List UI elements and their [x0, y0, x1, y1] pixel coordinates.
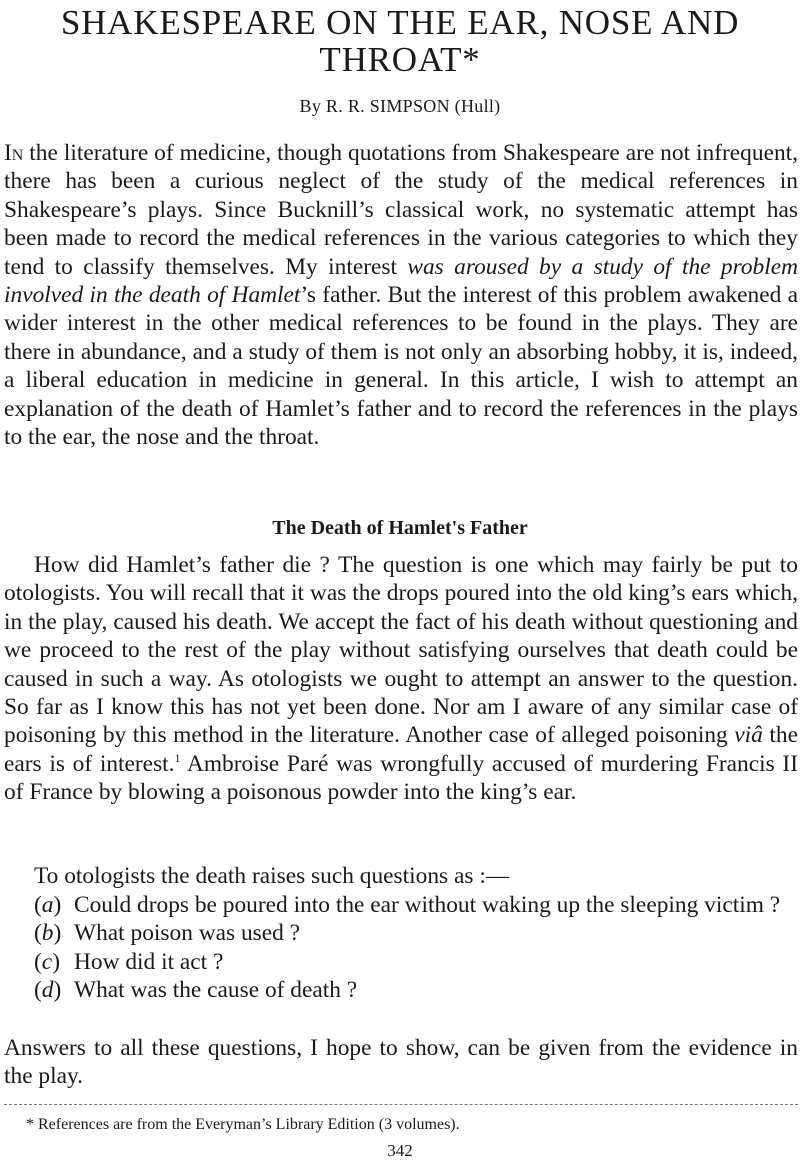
footnote-divider: [4, 1104, 798, 1105]
list-item: [34, 891, 798, 919]
page-number: 342: [387, 1141, 413, 1160]
footnote-reference: 1: [174, 751, 181, 766]
list-item: [34, 919, 798, 947]
death-paragraph: [4, 551, 798, 807]
question-text: What poison was used ?: [74, 920, 301, 947]
question-marker: (b): [34, 920, 62, 947]
death-text-part3: Ambroise Paré was wrongfully accused of murdering Francis II of France by blowing a poisonous powder into the king’s ear.: [4, 750, 798, 806]
answers-paragraph: Answers to all these questions, I hope to show, can be given from the evidence in the play.: [4, 1035, 798, 1090]
intro-text-part1: the literature of medicine, though quotations from Shakespeare are not infrequent, there has been a curious neglect of the study of the medical references in Shakespeare’s plays. Since Bucknill’s classical work, no systematic attempt has been made to record the medical references in the various categories to which they tend to classify themselves. My interest: [4, 140, 798, 280]
question-text: How did it act ?: [74, 948, 224, 975]
footnote-text: References are from the Everyman’s Library Edition (3 volumes).: [38, 1116, 460, 1133]
question-list: [34, 891, 798, 1005]
intro-italic-text: was aroused by a study of the problem involved in the death of Hamlet: [4, 253, 799, 309]
section-heading: The Death of Hamlet's Father: [272, 517, 528, 539]
title-footnote-mark: *: [462, 40, 481, 79]
intro-text-part2: ’s father. But the interest of this problem awakened a wider interest in the other medical references to be found in the plays. They are there in abundance, and a study of them is not only an absorbing hobby, it is, indeed, a liberal education in medicine in general. In this article, I wish to attempt an explanation of the death of Hamlet’s father and to record the references in the plays to the ear, the nose and the throat.: [4, 282, 798, 451]
question-marker: (a): [34, 892, 62, 918]
list-item: [34, 948, 798, 976]
intro-dropcap-word: In: [4, 140, 24, 166]
title-line-2: THROAT: [319, 40, 463, 79]
article-title: [0, 4, 800, 78]
author-byline: By R. R. SIMPSON (Hull): [299, 96, 501, 116]
list-item: [34, 976, 798, 1004]
death-italic-via: viâ: [734, 722, 763, 749]
death-text-part1: How did Hamlet’s father die ? The question is one which may fairly be put to otologists. You will recall that it was the drops poured into the old king’s ears which, in the play, caused his death. We accept the fact of his death without questioning and we proceed to the rest of the play without satisfying ourselves that death could be caused in such a way. As otologists we ought to attempt an answer to the question. So far as I know this has not yet been done. Nor am I aware of any similar case of poisoning by this method in the literature. Another case of alleged poisoning: [4, 552, 798, 749]
question-text: Could drops be poured into the ear without waking up the sleeping victim ?: [74, 892, 781, 918]
intro-paragraph: [4, 139, 798, 451]
question-text: What was the cause of death ?: [74, 977, 358, 1004]
footnote: [26, 1115, 796, 1135]
footnote-mark: *: [26, 1116, 34, 1133]
question-marker: (c): [34, 948, 60, 975]
questions-intro: To otologists the death raises such questions as :—: [34, 863, 510, 889]
question-marker: (d): [34, 977, 62, 1004]
title-line-1: SHAKESPEARE ON THE EAR, NOSE AND: [60, 3, 740, 42]
death-text-part2: the ears is of interest.: [4, 722, 798, 777]
